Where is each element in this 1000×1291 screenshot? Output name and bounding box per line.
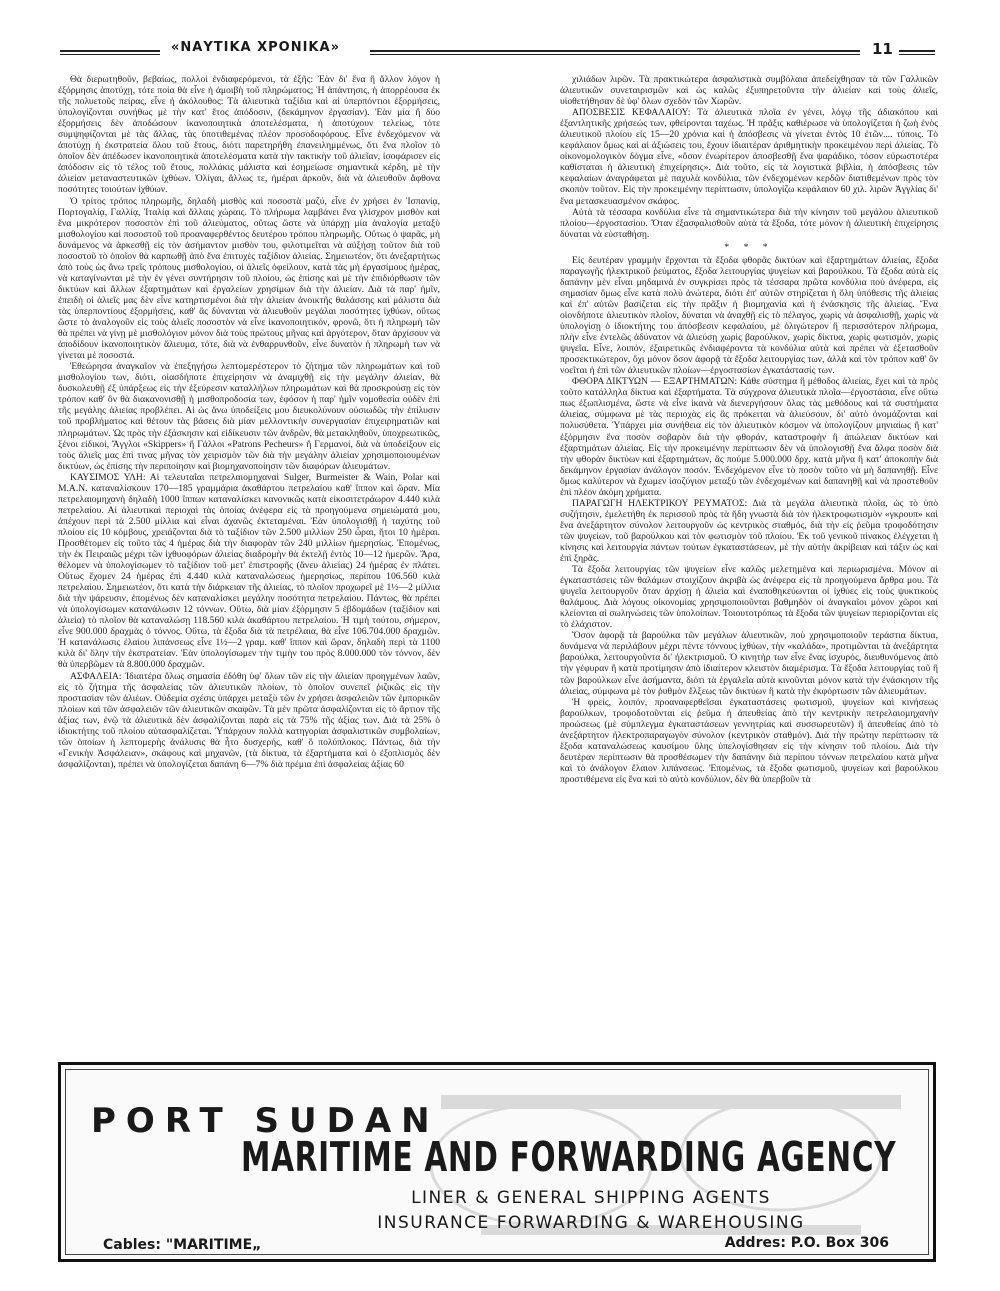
paragraph: Θὰ διερωτηθοῦν, βεβαίως, πολλοὶ ἐνδιαφερόμενοι, τὰ ἑξῆς: Ἐὰν δι' ἕνα ἢ ἄλλον λόγον ἡ ἐξόρμησις ἀποτύχῃ, τότε ποία θὰ εἶνε ἡ ἀμοιβὴ τοῦ πληρώματος; Ἡ ἀπάντησις, ἡ ἀπορρέουσα ἐκ τῆς πολυετοῦς πείρας, εἶνε ἡ ἀκόλουθος: Τὰ ἁλιευτικὰ ταξίδια καὶ αἱ ὑπερπόντιοι ἐξορμήσεις, ὑπολογίζονται συνήθως μὲ τὴν κατ' ἔτος ἀπόδοσιν, (δεκάμηνον ἐργασίαν). Ἐὰν μία ἢ δύο ἐξορμήσεις δὲν ἀποδώσουν ἱκανοποιητικὰ ἀποτελέσματα, ἡ ἀποτύχουν τελείως, τότε συμψηφίζονται μὲ τὰς ἄλλας, τὰς ὑποτιθεμένας πλέον προσοδοφόρους. Εἶνε ἐνδεχόμενον νὰ ἀποτύχῃ ἡ ἐκστρατεία ὅλου τοῦ ἔτους, διότι παρετηρήθη ἐπανειλημμένως, ὅτι ἕνα πλοῖον τὸ ὁποῖον δὲν ἀπέδωσεν ἱκανοποιητικὰ ἀποτελέσματα κατὰ τὴν τακτικὴν τοῦ ἁλιεῖαν, ἰσοφάρισεν εἰς ἀπόδοσιν εἰς τὸ τέλος τοῦ ἔτους, πολλάκις μάλιστα καὶ ἐσημείωσε σημαντικὰ κέρδη, μὲ τὴν ἁλιείαν μεταναστευτικῶν ἰχθύων. Ὀλίγαι, ἄλλως τε, ἡμέραι ἀρκοῦν, διὰ νὰ ἁλιευθοῦν ἄφθονα ποσότητες τοιούτων ἰχθύων. — [58, 74, 440, 196]
right-column — [560, 74, 938, 1052]
page-number: 11 — [866, 40, 899, 58]
paragraph: Ὁ τρίτος τρόπος πληρωμῆς, δηλαδὴ μισθὸς καὶ ποσοστὰ μαζύ, εἶνε ἐν χρήσει ἐν Ἰσπανίᾳ, Πορτογαλίᾳ, Γαλλίᾳ, Ἰταλίᾳ καὶ ἄλλαις χώραις. Τὸ πλήρωμα λαμβάνει ἕνα γλίσχρον μισθὸν καὶ ἕνα μικρότερον ποσοστὸν ἐπὶ τοῦ ἁλιεύματος, οὕτως ὥστε νὰ ὑπάρχῃ μία ἀναλογία μεταξὺ μισθολογίου καὶ ποσοστοῦ τοῦ προαναφερθέντος δευτέρου τρόπου πληρωμῆς. Οὕτως ὁ ψαρᾶς, μὴ δυνάμενος νὰ ἀρκεσθῇ εἰς τὸν ἀσήμαντον μισθὸν του, φιλοτιμεῖται νὰ αὐξήσῃ τοῦτον διὰ τοῦ ποσοστοῦ τὸ ὁποῖον θὰ καρπωθῇ ἀπὸ ἕνα ἐπιτυχὲς ταξίδιον ἁλιείας. Σημειωτέον, ὅτι ἀνεξαρτήτως ἀπὸ τοὺς ὡς ἄνω τρεῖς τρόπους μισθολογίου, οἱ ἁλιεῖς ὀφείλουν, κατὰ τὰς μὴ ἐργασίμους ἡμέρας, νὰ καταγίνωνται μὲ τὴν ἐν γένει συντήρησιν τοῦ πλοίου, ὡς ἐπίσης καὶ μὲ τὴν ἐπιδιόρθωσιν τῶν δικτύων καὶ ἄλλων ἐξαρτημάτων καὶ ἐργαλείων χρησίμων διὰ τὴν ἁλιείαν. Διὰ τὰ παρ' ἡμῖν, ἐπειδὴ οἱ ἁλιεῖς μας δὲν εἶνε κατηρτισμένοι διὰ τὴν ἁλιείαν ἀνοικτῆς θαλάσσης καὶ μάλιστα διὰ τὰς ὑπερποντίους ἐξορμήσεις, καθ' ἃς δύνανται νὰ ἁλιευθοῦν μεγάλαι ποσότητες ἰχθύων, οὕτως ὥστε τὸ ἀναλογοῦν εἰς τοὺς ἁλιεῖς ποσοστὸν νὰ εἶνε ἱκανοποιητικόν, φρονῶ, ὅτι ἡ πληρωμὴ τῶν θὰ πρέπει νὰ γίνῃ μὲ μισθολόγιον μόνον διὰ τοὺς πρώτους μῆνας καὶ ἀργότερον, ὅταν ἀρχίσουν νὰ ἀποδίδουν ἱκανοποιητικὸν ἅλιευμα, τότε, διὰ νὰ ἐνθαρρυνθοῦν, εἶνε δυνατὸν ἡ πληρωμὴ των νὰ γίνεται μὲ ποσοστά. — [58, 195, 440, 362]
ad-agency-name: MARITIME AND FORWARDING AGENCY — [241, 1133, 897, 1181]
header-rule-middle — [370, 50, 860, 55]
paragraph: Ἐθεώρησα ἀναγκαῖον νὰ ἐπεξηγήσω λεπτομερέστερον τὸ ζήτημα τῶν πληρωμάτων καὶ τοῦ μισθολογίου των, διότι, οἱασδήποτε ἐπιχείρησιν νὰ ἀναμιχθῇ εἰς τὴν μεγάλην ἁλιείαν, θὰ δυσκολευθῇ ἐξ ὑπάρξεως εἰς τὴν ἐξεύρεσιν καταλλήλων πληρωμάτων καὶ θὰ προσκρούσῃ εἰς τὸν τρόπον καθ' ὃν θὰ διακανονισθῇ ἡ μισθοπροδοσία των, ἐφόσον ἡ παρ' ἡμῖν νομοθεσία οὐδὲν ἐπὶ τῆς μεγάλης ἁλιείας προβλέπει. Αἱ ὡς ἄνω ὑποδείξεις μου διευκολύνουν οὐσιωδῶς τὴν ἐπίλυσιν τοῦ προβλήματος καὶ θέτουν τὰς βάσεις διὰ μίαν μελλοντικὴν συνεργασίαν ἐπιχειρηματιῶν καὶ πληρωμάτων. Ὡς πρὸς τὴν ἐξάσκησιν καὶ εἰδίκευσιν τῶν ἀνδρῶν, θὰ μετακληθοῦν, ὑποχρεωτικῶς, ξένοι εἰδικοί, Ἄγγλοι «Skippers» ἢ Γάλλοι «Patrons Pecheurs» ἢ Γερμανοί, διὰ νὰ ὑποδείξουν εἰς τοὺς ἁλιεῖς μας ἐπὶ τινας μῆνας τὸν χειρισμὸν τῶν διὰ τὴν μεγάλην ἁλιείαν χρησιμοποιουμένων δικτύων, ὡς ἐπίσης τὴν περιποίησιν καὶ βιομηχανοποίησιν τῶν διαφόρων ἁλιευμάτων. — [58, 361, 440, 472]
ad-services-line-2: INSURANCE FORWARDING & WAREHOUSING — [377, 1213, 805, 1233]
paragraph: Αὐτὰ τὰ τέσσαρα κονδύλια εἶνε τὰ σημαντικώτερα διὰ τὴν κίνησιν τοῦ μεγάλου ἁλιευτικοῦ πλοίου—ἐργοστασίου. Ὅταν ἐξασφαλισθοῦν αὐτὰ τὰ ἔξοδα, τότε μόνον ἡ ἁλιευτικὴ ἐπιχείρησις δύναται νὰ εὐσταθήσῃ. — [560, 206, 938, 240]
paragraph: χιλιάδων λιρῶν. Τὰ πρακτικώτερα ἀσφαλιστικὰ συμβόλαια ἀπεδείχθησαν τὰ τῶν Γαλλικῶν ἁλιευτικῶν συνεταιρισμῶν καὶ ὡς καλῶς ἐξυπηρετοῦντα τὴν ἁλιείαν καὶ τοὺς ἁλιεῖς, υἱοθετήθησαν δὲ ὑφ' ὅλων σχεδὸν τῶν Χωρῶν. — [560, 74, 938, 108]
paragraph: ΑΠΟΣΒΕΣΙΣ ΚΕΦΑΛΑΙΟΥ: Τὰ ἁλιευτικὰ πλοῖα ἐν γένει, λόγῳ τῆς ἀδιακόπου καὶ ἐξαντλητικῆς χρήσεώς των, φθείρονται ταχέως. Ἡ πρᾶξις καθιέρωσε νὰ ὑπολογίζεται ἡ ζωὴ ἑνὸς ἁλιευτικοῦ πλοίου εἰς 15—20 χρόνια καὶ ἡ ἀπόσβεσις νὰ γίνεται ἐντὸς 10 ἐτῶν.... τύποις. Τὸ κεφάλαιον ὅμως καὶ αἱ ἀξιώσεις του, ἔχουν ἰδιαιτέραν ἀριθμητικὴν προκειμένου περὶ ἁλιείας. Τὸ οἰκονομολογικὸν δόγμα εἶνε, «ὅσον ἐνωρίτερον ἀποσβεσθῇ ἕνα ψαράδικο, τόσον εὐρωστοτέρα καθίσταται ἡ ἁλιευτικὴ ἐπιχείρησις». Διὰ τοῦτο, εἰς τὰ λογιστικὰ βιβλία, ἡ ἀπόσβεσις τῶν κεφαλαίων ἀναγράφεται μὲ παχυλὰ κονδύλια, τῶν ἐνδεχομένων κερδῶν διατιθεμένων πρὸς τὸν σκοπὸν τοῦτον. Εἰς τὴν προκειμένην περίπτωσιν, ὑπολογίζω κεφάλαιον 60 χιλ. λιρῶν Ἀγγλίας δι' ἕνα μετασκευασμένον σκάφος. — [560, 107, 938, 207]
left-column — [58, 74, 440, 1052]
paragraph: ΠΑΡΑΓΩΓΗ ΗΛΕΚΤΡΙΚΟΥ ΡΕΥΜΑΤΟΣ: Διὰ τὰ μεγάλα ἁλιευτικὰ πλοῖα, ὡς τὸ ὑπὸ συζήτησιν, ἐμελετήθη ἐκ περισσοῦ πρὸς τὰ ἤδη γνωστὰ διὰ τὸν ἠλεκτροφωτισμὸν «γκρουπ» καὶ ἕνα ἀνεξάρτητον σύνολον λειτουργοῦν ὡς κεντρικὸς σταθμός, διὰ τὴν εἰς ῥεῦμα τροφοδότησιν τῶν ψυγείων, τοῦ βαρούλκου καὶ τὸν φωτισμὸν τοῦ πλοίου. Ἐκ τοῦ γενικοῦ πίνακος ἐλέγχεται ἡ κίνησις καὶ λειτουργία πάντων τούτων ἐγκαταστάσεων, μὲ τὴν αὐτὴν ἀκρίβειαν καὶ τάξιν ὡς καὶ ἐπὶ ξηρᾶς. — [560, 497, 938, 565]
paragraph: Εἰς δευτέραν γραμμὴν ἔρχονται τὰ ἔξοδα φθορᾶς δικτύων καὶ ἐξαρτημάτων ἁλιείας, ἔξοδα παραγωγῆς ἠλεκτρικοῦ ῥεύματος, ἔξοδα λειτουργίας ψυγείων καὶ βαρούλκου. Τὰ ἔξοδα αὐτὰ εἰς δαπάνην μὲν εἶναι μηδαμινὰ ἐν συγκρίσει πρὸς τὰ τέσσαρα πρῶτα κονδύλια ποὺ ἀνέφερα, εἰς σημασίαν ὅμως εἶνε κατὰ πολὺ ἀνώτερα, διότι ἐπ' αὐτῶν στηρίζεται ἡ ὅλη ὑπόθεσις τῆς ἁλιείας καὶ ἐπ' αὐτῶν βασίζεται εἰς τὴν πρᾶξιν ἡ βιομηχανία καὶ ἡ ἐνάσκησις τῆς ἁλιείας. Ἕνα οἱονδήποτε ἁλιευτικὸν πλοῖον, δύναται νὰ ἀναχθῇ εἰς τὸ πέλαγος, χωρὶς νὰ ἀσφαλισθῇ, χωρὶς νὰ ὑπολογίσῃ ὁ ἰδιοκτήτης του ἀπόσβεσιν κεφαλαίου, μὲ ὀλιγώτερον ἢ περισσότερον πλήρωμα, πλὴν εἶνε ἐντελῶς ἀδύνατον νὰ ἁλιεύσῃ χωρὶς βαρούλκον, χωρὶς δίκτυα, χωρὶς φωτισμόν, χωρὶς ψυγεῖα. Εἶνε, λοιπόν, ἐξαιρετικῶς ἐνδιαφέροντα τὰ κονδύλια αὐτὰ καὶ πρέπει νὰ ἐξετασθοῦν προσεκτικώτερον, ὄχι μόνον ὅσον ἀφορᾷ τὰ ἔξοδα λειτουργίας των, ἀλλὰ καὶ τὸν τρόπον καθ' ὃν νοεῖται ἡ ἐπὶ τῶν ἁλιευτικῶν πλοίων—ἐργοστασίων ἐγκατάστασίς των. — [560, 254, 938, 377]
ad-company-name: PORT SUDAN — [91, 1101, 440, 1141]
paragraph: ΑΣΦΑΛΕΙΑ: Ἰδιαιτέρα ὅλως σημασία ἐδόθη ὑφ' ὅλων τῶν εἰς τὴν ἁλιείαν προηγμένων λαῶν, εἰς τὸ ζήτημα τῆς ἀσφαλείας τῶν ἁλιευτικῶν πλοίων, τὸ ὁποῖον συνεπεῖ ῥιζικῶς εἰς τὴν προστασίαν τῶν ἁλιέων. Οὐδεμία σχέσις ὑπάρχει μεταξὺ τῶν ἐν χρήσει ἀσφαλειῶν τῶν ἐμπορικῶν πλοίων καὶ τῶν ἀσφαλειῶν τῶν ἁλιευτικῶν σκαφῶν. Τὰ μὲν πρῶτα ἀσφαλίζονται εἰς τὸ ἄρτιον τῆς ἀξίας των, ἐνῷ τὰ ἁλιευτικὰ δὲν ἀσφαλίζονται παρὰ εἰς τὰ 75% τῆς ἀξίας των. Διὰ τὰ 25% ὁ ἰδιοκτήτης τοῦ πλοίου αὐτασφαλίζεται. Ὑπάρχουν πολλὰ κατηγορίαι ἀσφαλιστικῶν συμβολαίων, τῶν ὁποίων ἡ λεπτομερὴς ἀνάλυσις θὰ ἦτο δυσχερής, καθ' ὅ πολύπλοκος. Πάντως, διὰ τὴν «Γενικὴν Ἀσφάλειαν», σκάφους καὶ μηχανῶν, (τὰ δίκτυα, τὰ ἐξαρτήματα καὶ ὁ ἐξοπλισμὸς δὲν ἀσφαλίζονται), πρέπει νὰ ὑπολογίζεται δαπάνη 6—7% διὰ πρέμια ἐπὶ ἀσφαλείας ἀξίας 60 — [58, 670, 440, 770]
ad-address: Addres: P.O. Box 306 — [724, 1235, 889, 1251]
section-separator: * * * — [724, 241, 774, 253]
ad-cables: Cables: "MARITIME„ — [103, 1237, 262, 1253]
header-rule-left — [60, 50, 160, 55]
paragraph: Ἡ φρεὶς, λοιπόν, προαναφερθεῖσαι ἐγκαταστάσεις φωτισμοῦ, ψυγείων καὶ κινήσεως βαρούλκων, τροφοδοτοῦνται εἰς ῥεῦμα ἡ ἀπευθείας ἀπὸ τὴν κεντρικὴν πετρελαιομηχανὴν προώσεως (μὲ σύμπλεγμα ἐγκαταστάσεων γεννητρίας καὶ συσσωρευτῶν) ἢ ἀπευθείας ἀπὸ τὸ ἀνεξάρτητον ἠλεκτροπαραγωγὸν σύνολον (κεντρικὸν σταθμόν). Διὰ τὴν πρώτην περίπτωσιν τὰ ἔξοδα καταναλώσεως καυσίμου ὕλης ὑπελογίσθησαν εἰς τὴν κίνησιν τοῦ πλοίου. Διὰ τὴν δευτέραν περίπτωσιν θὰ προσθέσωμεν τὴν δαπάνην διὰ περίπου τόννων πετρελαίου κατὰ μῆνα καὶ τὸ ἀνάλογον ἔλαιον λιπάνσεως. Ἐπομένως, τὰ ἔξοδα φωτισμοῦ, ψυγείων καὶ βαρούλκου προστιθέμενα εἰς ἕνα καὶ τὸ αὐτὸ κονδύλιον, δὲν θὰ ὑπερβοῦν τὰ — [560, 696, 938, 785]
page-header — [60, 40, 935, 62]
journal-title: «ΝΑΥΤΙΚΑ ΧΡΟΝΙΚΑ» — [165, 40, 346, 55]
header-rule-right — [898, 50, 935, 55]
ad-services-line-1: LINER & GENERAL SHIPPING AGENTS — [411, 1188, 771, 1208]
paragraph: ΦΘΟΡΑ ΔΙΚΤΥΩΝ — ΕΞΑΡΤΗΜΑΤΩΝ: Κάθε σύστημα ἢ μέθοδος ἁλιείας, ἔχει καὶ τὰ πρὸς τοῦτο κατάλληλα δίκτυα καὶ ἐξαρτήματα. Τὰ σύγχρονα ἁλιευτικὰ πλοῖα—ἐργοστάσια, εἶνε οὕτω πως ἐξωπλισμένα, ὥστε νὰ εἶνε ἱκανὰ νὰ διενεργήσουν ὅλας τὰς μεθόδους καὶ τὰ συστήματα ἁλιείας, σύμφωνα μὲ τὰς περιοχὰς εἰς ἃς πρόκειται νὰ ἁλιεύσουν, δι' αὐτὸ ὀνομάζονται καὶ πολυσύθετα. Ὑπάρχει μία συνήθεια εἰς τὸν ἁλιευτικὸν κόσμον νὰ ὑπολογίζουν μηνιαίως ἢ κατ' ἐξόρμησιν ἕνα ποσὸν σοβαρὸν διὰ τὴν φθοράν, καταστροφὴν ἢ ἀπώλειαν δικτύων καὶ ἐξαρτημάτων ἁλιείας. Εἰς τὴν προκειμένην περίπτωσιν δὲν νὰ ὑπολογισθῇ ἕνα ἄλφα ποσὸν διὰ τὴν φθορὰν δικτύων καὶ ἐξαρτημάτων, ἂς πούμε 5.000.000 δρχ. κατὰ μῆνα ἢ κατ' ἀποκοπὴν διὰ δεκάμηνον ἐργασίαν ἀνάλογον ποσόν. Ἐνδεχόμενον εἶνε τὸ ποσὸν τοῦτο νὰ μὴ δαπανηθῇ. Εἶνε ὅμως καλύτερον νὰ ἔχωμεν ἰσοζύγιον μεταξὺ τῶν ἐνδεχομένων καὶ δαπανηθῇ καὶ νὰ προστεθοῦν ἐπὶ πλέον ἀκόμη χρήματα. — [560, 376, 938, 498]
paragraph: Ὅσον ἀφορᾷ τὰ βαρούλκα τῶν μεγάλων ἁλιευτικῶν, ποὺ χρησιμοποιοῦν τεράστια δίκτυα, δυνάμενα νὰ περιλάβουν μέχρι πέντε τόννους ἰχθύων, τὴν «καλάδα», προτιμῶνται τὰ ἀνεξάρτητα βαρούλκα, λειτουργοῦντα δι' ἠλεκτρισμοῦ. Ὁ κινητὴρ των εἶνε ἕνας ἰσχυρός, διευθυνόμενος ἀπὸ τὴν γέφυραν ἢ κατὰ προτίμησιν ἀπὸ ἰδιαίτερον κλειστὸν διαμέρισμα. Τὰ ἔξοδα λειτουργίας τοῦ ἢ τῶν βαρούλκων εἶνε ἀσήμαντα, διότι τὰ ἐργαλεῖα αὐτὰ κινοῦνται μόνον κατὰ τὴν ἐνάσκησιν τῆς ἁλιείας, σύμφωνα μὲ τὸν ῥυθμὸν ἕλξεως τῶν δικτύων ἢ κατὰ τὴν ἐκφόρτωσιν τῶν ἁλιευμάτων. — [560, 630, 938, 697]
paragraph: ΚΑΥΣΙΜΟΣ ΥΛΗ: Αἱ τελευταῖαι πετρελαιομηχαναὶ Sulger, Burmeister & Wain, Polar καὶ M.A.N. καταναλίσκουν 170—185 γραμμάρια ἀκαθάρτου πετρελαίου καθ' ἵππον καὶ ὥραν. Μία πετρελαιομηχανὴ δηλαδὴ 1000 ἵππων καταναλίσκει κανονικῶς κατὰ εἰκοσιτετράωρον 4.440 κιλὰ πετρελαίου. Αἱ ἁλιευτικαὶ περιοχαὶ τὰς ὁποίας ἀνέφερα εἰς τὰ προηγούμενα σημειώματά μου, ἀπέχουν περὶ τὰ 2.500 μίλλια καὶ εἶναι ἀχανῶς ἐκτεταμέναι. Ἐὰν ὑπολογισθῇ ἡ ταχύτης τοῦ πλοίου εἰς 10 κόμβους, χρειάζονται διὰ τὸ ταξίδιον τῶν 2.500 μιλλίων 250 ὧραι, ἤτοι 10 ἡμέραι. Προσθέτομεν εἰς τοῦτο τὰς 4 ἡμέρας διὰ τὴν διαφορὰν τῶν 240 μιλλίων ἡμερησίως. Ἐπομένως, τὴν ἐκ Πειραιῶς μέχρι τῶν ἰχθυοφόρων ἁλιείας διαδρομὴν θὰ ἐκτελῇ ἐντὸς 10—12 ἡμερῶν. Ἄρα, θέλομεν νὰ ὑπολογίσωμεν τὸ ταξίδιον τοῦ μετ' ἐπιστροφῆς (ἄνευ ἁλιείας) 24 ἡμέρας ἐν πλάτει. Οὕτως ἔχομεν 24 ἡμέρας ἐπὶ 4.440 κιλὰ καταναλώσεως ἡμερησίως, περίπου 106.560 κιλὰ πετρελαίου. Σημειωτέον, ὅτι κατὰ τὴν διάρκειαν τῆς ἁλιείας, τὸ πλοῖον προχωρεῖ μὲ 1½—2 μίλλια διὰ τὴν ψάρευσιν, ἐπομένως δὲν καταναλίσκει μεγάλην ποσότητα πετρελαίου. Πάντως, θὰ πρέπει νὰ ὑπολογίσωμεν κατανάλωσιν 12 τόννων. Οὕτω, διὰ μίαν ἐξόρμησιν 5 ἑβδομάδων (ταξίδιον καὶ ἁλιεία) τὸ πλοῖον θὰ καταναλώσῃ 118.560 κιλὰ ἀκαθάρτου πετρελαίου. Ἡ τιμὴ τούτου, σήμερον, εἶνε 900.000 δραχμὰς ὁ τόννος. Οὕτω, τὰ ἔξοδα διὰ τὰ πετρέλαια, θὰ εἶνε 106.704.000 δραχμῶν. Ἡ κατανάλωσις ἐλαίου λιπάνσεως εἶνε 1½—2 γραμ. καθ' ἵππον καὶ ὥραν, δηλαδὴ περὶ τὰ 1100 κιλὰ δι' ὅλην τὴν ἐκστρατείαν. Ἐὰν ὑπολογίσωμεν τὴν τιμὴν του πρὸς 8.000.000 τὸν τόννον, δὲν θὰ ὑπερβῶμεν τὰ 8.800.000 δραχμῶν. — [58, 471, 440, 671]
advertisement-box — [58, 1062, 936, 1262]
paragraph: Τὰ ἔξοδα λειτουργίας τῶν ψυγείων εἶνε καλῶς μελετημένα καὶ περιωρισμένα. Μόνον αἱ ἐγκαταστάσεις τῶν θαλάμων στοιχίζουν ἀκριβὰ ὡς ἀνέφερα εἰς τὰ προηγούμενα ἄρθρα μου. Τὰ ψυγεῖα λειτουργοῦν ὅταν ἀρχίσῃ ἡ ἁλιεία καὶ ἐναποθηκεύωνται οἱ ἰχθύες εἰς τοὺς ψυκτικοὺς θαλάμους. Διὰ λόγους οἰκονομίας χρησιμοποιοῦνται βαθμηδὸν οἱ ἀναγκαῖοι μόνον χῶροι καὶ κλείονται αἱ σωληνώσεις τῶν ὑπολοίπων. Τοιουτοτρόπως τὰ ἔξοδα τῶν ψυγείων περιορίζονται εἰς τὸ ἐλάχιστον. — [560, 564, 938, 631]
